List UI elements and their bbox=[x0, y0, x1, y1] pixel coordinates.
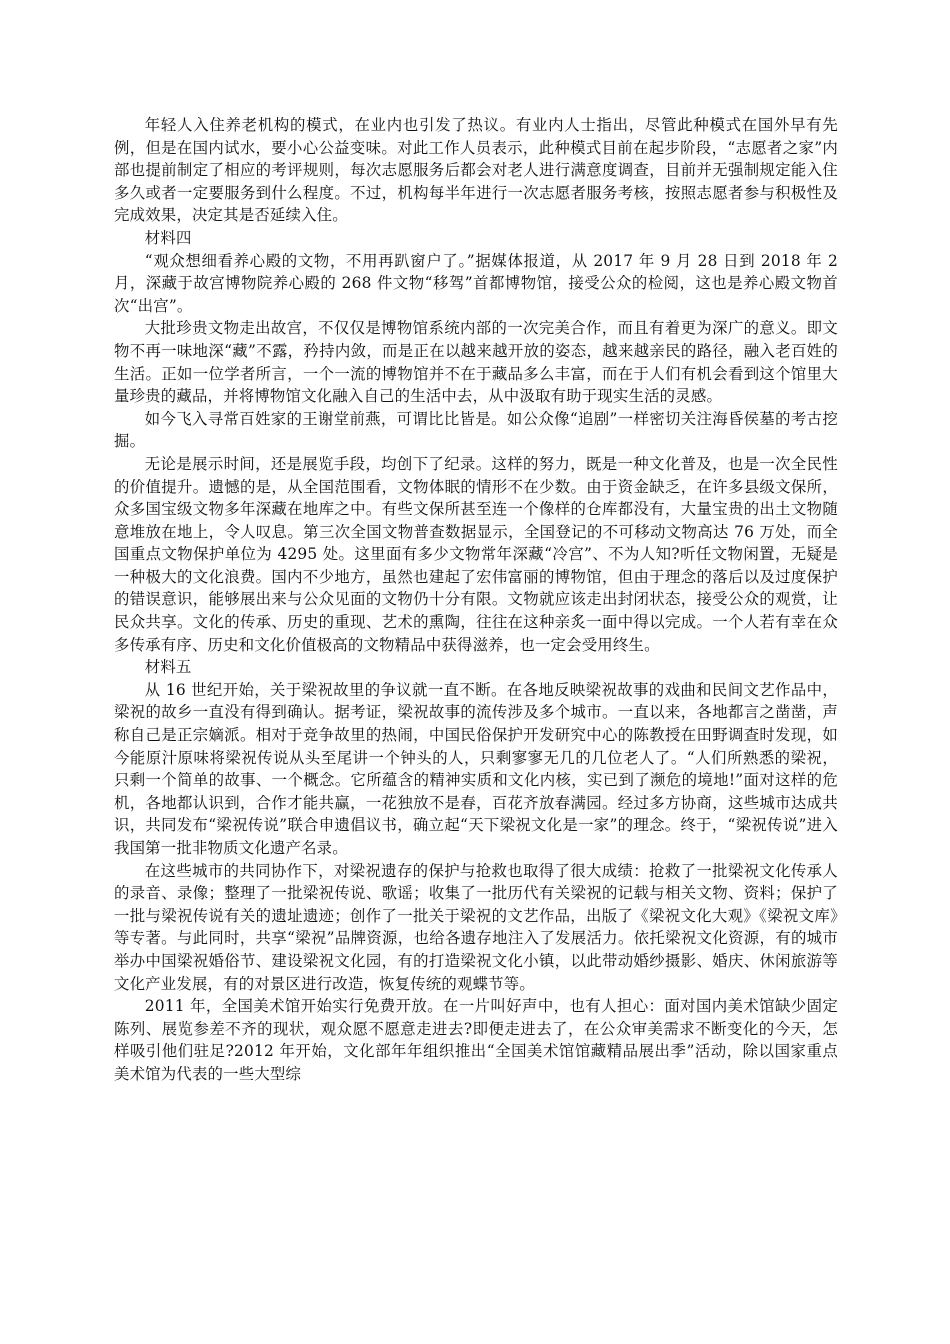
section-heading-material-5: 材料五 bbox=[144, 658, 192, 677]
paragraph-haihunhou-tomb: 如今飞入寻常百姓家的王谢堂前燕，可谓比比皆是。如公众像“追剧”一样密切关注海昏侯墓的考古挖掘。 bbox=[114, 409, 838, 451]
paragraph-relics-dormant: 无论是展示时间，还是展览手段，均创下了纪录。这样的努力，既是一种文化普及，也是一次全民性的价值提升。遗憾的是，从全国范围看，文物体眠的情形不在少数。由于资金缺乏，在许多县级文保所，众多国宝级文物多年深藏在地库之中。有些文保所甚至连一个像样的仓库都没有，大量宝贵的出土文物随意堆放在地上，令人叹息。第三次全国文物普查数据显示，全国登记的不可移动文物高达 76 万处，而全国重点文物保护单位为 4295 处。这里面有多少文物常年深藏“冷宫”、不为人知?听任文物闲置，无疑是一种极大的文化浪费。国内不少地方，虽然也建起了宏伟富丽的博物馆，但由于理念的落后以及过度保护的错误意识，能够展出来与公众见面的文物仍十分有限。文物就应该走出封闭状态，接受公众的观赏，让民众共享。文化的传承、历史的重现、艺术的熏陶，往往在这种亲炙一面中得以完成。一个人若有幸在众多传承有序、历史和文化价值极高的文物精品中获得滋养，也一定会受用终生。 bbox=[114, 454, 838, 654]
paragraph-yangxin-palace-exhibition: “观众想细看养心殿的文物，不用再趴窗户了。”据媒体报道，从 2017 年 9 月 28 日到 2018 年 2 月，深藏于故宫博物院养心殿的 268 件文物“移驾”首都博物馆，接受公众的检阅，这也是养心殿文物首次“出宫”。 bbox=[114, 251, 838, 315]
section-heading-material-4: 材料四 bbox=[144, 228, 192, 247]
document-body bbox=[114, 114, 838, 1086]
paragraph-art-museum-free-opening: 2011 年，全国美术馆开始实行免费开放。在一片叫好声中，也有人担心：面对国内美术馆缺少固定陈列、展览参差不齐的现状，观众愿不愿意走进去?即便走进去了，在公众审美需求不断变化的今天，怎样吸引他们驻足?2012 年开始，文化部年年组织推出“全国美术馆馆藏精品展出季”活动，除以国家重点美术馆为代表的一些大型综 bbox=[114, 997, 838, 1083]
paragraph-elderly-care-volunteers: 年轻人入住养老机构的模式，在业内也引发了热议。有业内人士指出，尽管此种模式在国外早有先例，但是在国内试水，要小心公益变味。对此工作人员表示，此种模式目前在起步阶段，“志愿者之家”内部也提前制定了相应的考评规则，每次志愿服务后都会对老人进行满意度调查，目前并无强制规定能入住多久或者一定要服务到什么程度。不过，机构每半年进行一次志愿者服务考核，按照志愿者参与积极性及完成效果，决定其是否延续入住。 bbox=[114, 116, 838, 225]
paragraph-liangzhu-protection: 在这些城市的共同协作下，对梁祝遗存的保护与抢救也取得了很大成绩：抢救了一批梁祝文化传承人的录音、录像；整理了一批梁祝传说、歌谣；收集了一批历代有关梁祝的记载与相关文物、资料；保护了一批与梁祝传说有关的遗址遗迹；创作了一批关于梁祝的文艺作品，出版了《梁祝文化大观》《梁祝文库》等专著。与此同时，共享“梁祝”品牌资源，也给各遗存地注入了发展活力。依托梁祝文化资源，有的城市举办中国梁祝婚俗节、建设梁祝文化园，有的打造梁祝文化小镇，以此带动婚纱摄影、婚庆、休闲旅游等文化产业发展，有的对景区进行改造，恢复传统的观蝶节等。 bbox=[114, 861, 838, 993]
paragraph-liangzhu-dispute: 从 16 世纪开始，关于梁祝故里的争议就一直不断。在各地反映梁祝故事的戏曲和民间文艺作品中，梁祝的故乡一直没有得到确认。据考证，梁祝故事的流传涉及多个城市。一直以来，各地都言之凿凿，声称自己是正宗嫡派。相对于竞争故里的热闹，中国民俗保护开发研究中心的陈教授在田野调查时发现，如今能原汁原味将梁祝传说从头至尾讲一个钟头的人，只剩寥寥无几的几位老人了。“人们所熟悉的梁祝，只剩一个简单的故事、一个概念。它所蕴含的精神实质和文化内核，实已到了濒危的境地!”面对这样的危机，各地都认识到，合作才能共赢，一花独放不是春，百花齐放春满园。经过多方协商，这些城市达成共识，共同发布“梁祝传说”联合申遗倡议书，确立起“天下梁祝文化是一家”的理念。终于，“梁祝传说”进入我国第一批非物质文化遗产名录。 bbox=[114, 680, 838, 857]
paragraph-cultural-relics-significance: 大批珍贵文物走出故宫，不仅仅是博物馆系统内部的一次完美合作，而且有着更为深广的意义。即文物不再一味地深“藏”不露，矜持内敛，而是正在以越来越开放的姿态，越来越亲民的路径，融入老百姓的生活。正如一位学者所言，一个一流的博物馆并不在于藏品多么丰富，而在于人们有机会看到这个馆里大量珍贵的藏品，并将博物馆文化融入自己的生活中去，从中汲取有助于现实生活的灵感。 bbox=[114, 319, 838, 406]
